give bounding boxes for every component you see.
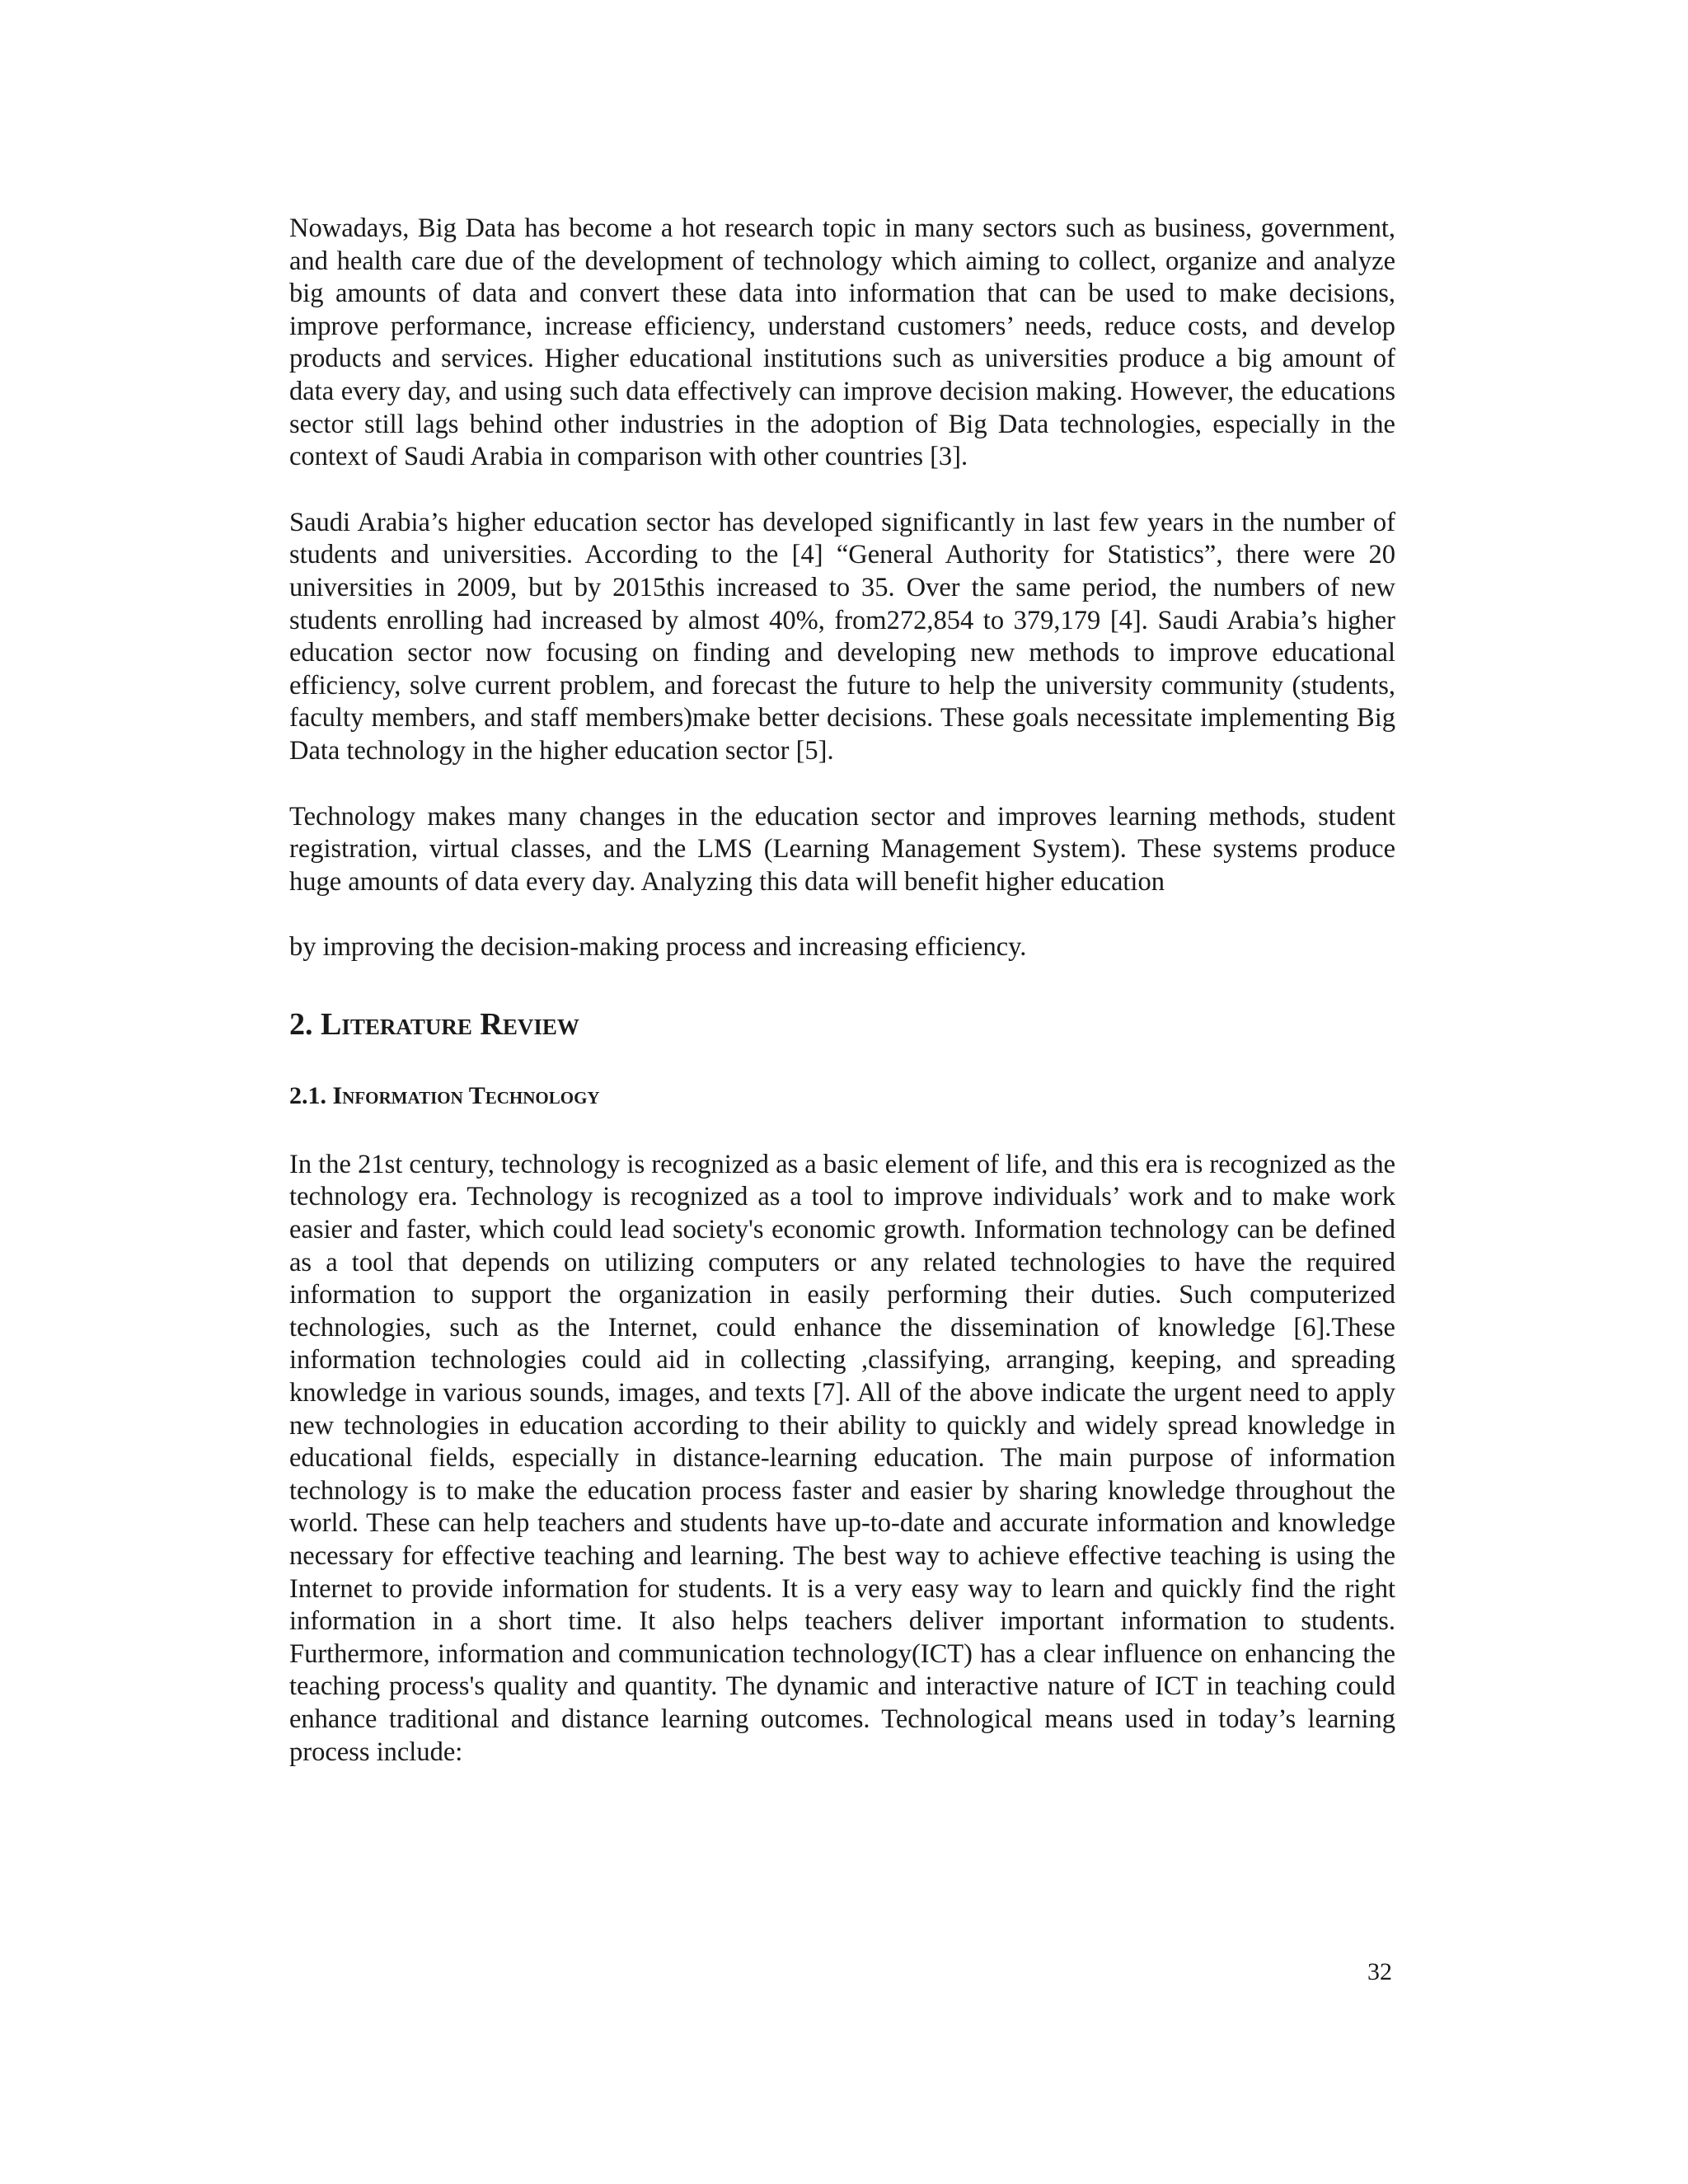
- section-heading-literature-review: [289, 1005, 1395, 1043]
- paragraph-technology-changes: Technology makes many changes in the education sector and improves learning methods, student registration, virtual classes, and the LMS (Learning Management System). These systems produce huge amounts of data every day. Analyzing this data will benefit higher education: [289, 801, 1395, 897]
- paragraph-saudi-higher-education: Saudi Arabia’s higher education sector has developed significantly in last few years in the number of students and universities. According to the [4] “General Authority for Statistics”, there were 20 universities in 2009, but by 2015this increased to 35. Over the same period, the numbers of new students enrolling had increased by almost 40%, from272,854 to 379,179 [4]. Saudi Arabia’s higher education sector now focusing on finding and developing new methods to improve educational efficiency, solve current problem, and forecast the future to help the university community (students, faculty members, and staff members)make better decisions. These goals necessitate implementing Big Data technology in the higher education sector [5].: [289, 507, 1395, 766]
- subsection-number: 2.1.: [289, 1081, 326, 1109]
- section-number: 2.: [289, 1006, 313, 1042]
- paragraph-information-technology: In the 21st century, technology is recognized as a basic element of life, and this era is recognized as the technology era. Technology is recognized as a tool to improve individuals’ work and to make work easier and faster, which could lead society's economic growth. Information technology can be defined as a tool that depends on utilizing computers or any related technologies to have the required information to support the organization in easily performing their duties. Such computerized technologies, such as the Internet, could enhance the dissemination of knowledge [6].These information technologies could aid in collecting ,classifying, arranging, keeping, and spreading knowledge in various sounds, images, and texts [7]. All of the above indicate the urgent need to apply new technologies in education according to their ability to quickly and widely spread knowledge in educational fields, especially in distance-learning education. The main purpose of information technology is to make the education process faster and easier by sharing knowledge throughout the world. These can help teachers and students have up-to-date and accurate information and knowledge necessary for effective teaching and learning. The best way to achieve effective teaching is using the Internet to provide information for students. It is a very easy way to learn and quickly find the right information in a short time. It also helps teachers deliver important information to students. Furthermore, information and communication technology(ICT) has a clear influence on enhancing the teaching process's quality and quantity. The dynamic and interactive nature of ICT in teaching could enhance traditional and distance learning outcomes. Technological means used in today’s learning process include:: [289, 1149, 1395, 1767]
- page-number: 32: [1367, 1958, 1392, 1985]
- subsection-heading-information-technology: [289, 1080, 1395, 1113]
- paragraph-technology-changes-continued: by improving the decision-making process and increasing efficiency.: [289, 932, 1027, 963]
- intro-paragraph-big-data: Nowadays, Big Data has become a hot research topic in many sectors such as business, government, and health care due of the development of technology which aiming to collect, organize and analyze big amounts of data and convert these data into information that can be used to make decisions, improve performance, increase efficiency, understand customers’ needs, reduce costs, and develop products and services. Higher educational institutions such as universities produce a big amount of data every day, and using such data effectively can improve decision making. However, the educations sector still lags behind other industries in the adoption of Big Data technologies, especially in the context of Saudi Arabia in comparison with other countries [3].: [289, 213, 1395, 472]
- section-title: Literature Review: [321, 1006, 579, 1042]
- subsection-title: Information Technology: [332, 1081, 600, 1109]
- page-body: [289, 213, 1395, 1802]
